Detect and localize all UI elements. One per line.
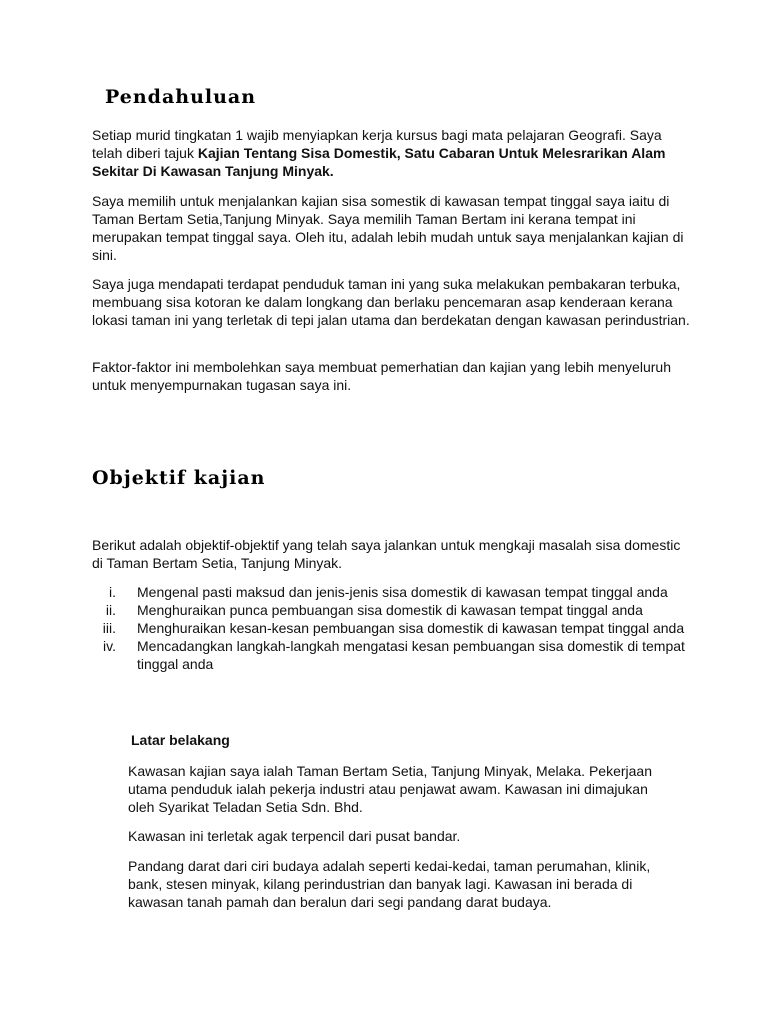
objective-number: iv. [103,638,116,654]
objective-text: Menghuraikan punca pembuangan sisa domestik di kawasan tempat tinggal anda [137,602,643,618]
paragraph-landscape: Pandang darat dari ciri budaya adalah seperti kedai-kedai, taman perumahan, klinik, bank, stesen minyak, kilang perindustrian dan banyak lagi. Kawasan ini berada di kawasan tanah pamah dan beralun dari segi pandang darat budaya. [128,858,651,910]
paragraph-objectives-intro: Berikut adalah objektif-objektif yang telah saya jalankan untuk mengkaji masalah sisa domestic di Taman Bertam Setia, Tanjung Minyak. [92,537,681,571]
paragraph-location-choice: Saya memilih untuk menjalankan kajian sisa somestik di kawasan tempat tinggal saya iaitu di Taman Bertam Setia,Tanjung Minyak. Saya memilih Taman Bertam ini kerana tempat ini merupakan tempat tinggal saya. Oleh itu, adalah lebih mudah untuk saya menjalankan kajian di sini. [92,193,684,263]
heading-latar-belakang: Latar belakang [131,732,230,748]
paragraph-factors: Faktor-faktor ini membolehkan saya membuat pemerhatian dan kajian yang lebih menyeluruh untuk menyempurnakan tugasan saya ini. [92,359,671,393]
objectives-list [92,583,692,673]
objective-text: Mencadangkan langkah-langkah mengatasi kesan pembuangan sisa domestik di tempat tinggal anda [137,638,685,672]
paragraph-intro [92,126,692,180]
objective-item [92,601,692,619]
objective-item [92,619,692,637]
paragraph-intro-text: Setiap murid tingkatan 1 wajib menyiapkan kerja kursus bagi mata pelajaran Geografi. Saya telah diberi tajuk [92,127,662,161]
paragraph-observations: Saya juga mendapati terdapat penduduk taman ini yang suka melakukan pembakaran terbuka, membuang sisa kotoran ke dalam longkang dan berlaku pencemaran asap kenderaan kerana lokasi taman ini yang terletak di tepi jalan utama dan berdekatan dengan kawasan perindustrian. [92,276,690,328]
paragraph-study-area: Kawasan kajian saya ialah Taman Bertam Setia, Tanjung Minyak, Melaka. Pekerjaan utama penduduk ialah pekerja industri atau penjawat awam. Kawasan ini dimajukan oleh Syarikat Teladan Setia Sdn. Bhd. [128,763,652,815]
objective-number: ii. [105,602,116,618]
paragraph-intro-bold-title: Kajian Tentang Sisa Domestik, Satu Cabaran Untuk Melesrarikan Alam Sekitar Di Kawasan Tanjung Minyak. [92,145,666,179]
objective-text: Mengenal pasti maksud dan jenis-jenis sisa domestik di kawasan tempat tinggal anda [137,584,668,600]
objective-item [92,637,692,673]
objective-number: iii. [102,620,116,636]
heading-objektif-kajian: Objektif kajian [92,467,266,489]
objective-number: i. [109,584,116,600]
objective-item [92,583,692,601]
objective-text: Menghuraikan kesan-kesan pembuangan sisa domestik di kawasan tempat tinggal anda [137,620,685,636]
heading-pendahuluan: Pendahuluan [105,86,257,108]
paragraph-location-remote: Kawasan ini terletak agak terpencil dari pusat bandar. [128,828,461,844]
